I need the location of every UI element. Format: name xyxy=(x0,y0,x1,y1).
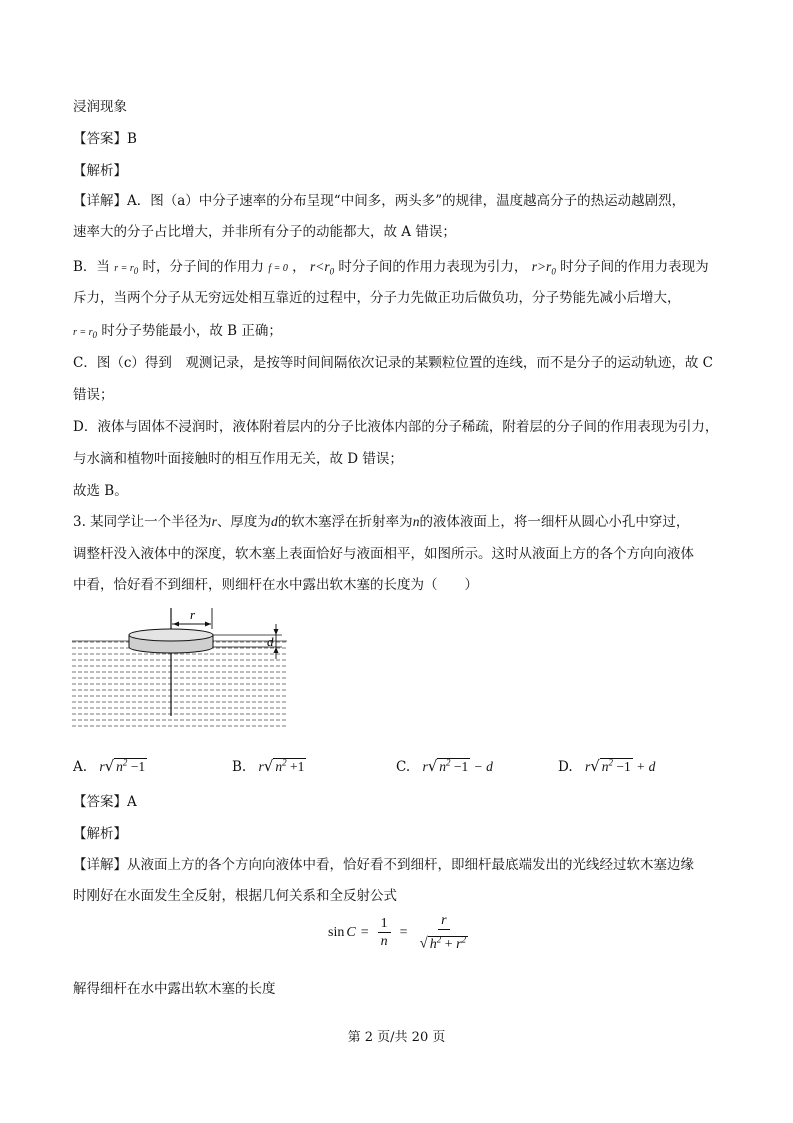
option-letter: C. xyxy=(396,759,411,775)
radicand xyxy=(273,758,306,774)
math-inline: r xyxy=(211,514,217,529)
math-sup: 2 xyxy=(608,757,614,768)
arrow-head xyxy=(173,622,179,627)
page-footer: 第 2 页/共 20 页 xyxy=(347,1030,446,1045)
conclusion: 故选 B。 xyxy=(73,483,128,499)
math-text: + d xyxy=(632,759,656,774)
math-sup: 2 xyxy=(122,757,128,768)
math-text: = xyxy=(360,924,369,940)
analysis-label: 【解析】 xyxy=(73,163,127,179)
math-inline: r xyxy=(99,759,105,774)
math-inline xyxy=(531,259,556,277)
math-text: n xyxy=(439,759,447,774)
arrow-head xyxy=(274,629,279,635)
text-span: 时分子势能最小，故 B 正确； xyxy=(101,323,282,339)
math-sup: 2 xyxy=(461,934,467,944)
math-text: r>r xyxy=(531,259,552,274)
math-text: +1 xyxy=(286,759,305,774)
radicand xyxy=(428,936,468,952)
math-sub: 0 xyxy=(329,266,335,277)
math-sub: 0 xyxy=(133,266,139,276)
option-d: D. r√ $n^2 -1 + d$ xyxy=(558,757,656,775)
radicand xyxy=(600,758,633,774)
math-inline xyxy=(309,259,335,277)
math-text: n xyxy=(601,759,609,774)
numerator: 1 xyxy=(378,915,391,933)
text-span: 3. 某同学让一个半径为 xyxy=(73,514,212,530)
solve-line: 解得细杆在水中露出软木塞的长度 xyxy=(73,981,276,997)
math-inline: n xyxy=(412,514,420,529)
option-c-line2: 错误； xyxy=(73,387,114,403)
math-text: C xyxy=(346,924,356,940)
detail-line: 时刚好在水面发生全反射，根据几何关系和全反射公式 xyxy=(73,888,397,904)
math-text: + xyxy=(441,936,457,952)
text-span: B．当 xyxy=(73,259,110,275)
text-line: 浸润现象 xyxy=(73,99,127,115)
math-text: r xyxy=(456,936,462,952)
text-span: 时分子间的作用力表现为 xyxy=(560,259,709,275)
math-text: r<r xyxy=(309,259,330,274)
math-text: h xyxy=(429,936,437,952)
option-b-line2: 斥力，当两个分子从无穷远处相互靠近的过程中，分子力先做正功后做负功，分子势能先减小后增大， xyxy=(73,290,681,306)
math-sub: 0 xyxy=(551,266,556,277)
option-letter: A. xyxy=(73,759,88,775)
text-span: 时，分子间的作用力 xyxy=(142,259,265,275)
answer-label: 【答案】A xyxy=(73,794,137,810)
fraction xyxy=(417,912,472,954)
math-inline: r xyxy=(258,759,264,774)
cork-top xyxy=(129,629,213,641)
analysis-label: 【解析】 xyxy=(73,826,127,842)
math-sup: 2 xyxy=(436,934,442,944)
option-b-line3 xyxy=(73,322,282,344)
option-letter: B. xyxy=(232,759,247,775)
detail-line: 【详解】从液面上方的各个方向向液体中看，恰好看不到细杆，即细杆最底端发出的光线经过软木塞边缘 xyxy=(73,857,694,873)
math-inline xyxy=(114,263,138,274)
math-text: −1 xyxy=(127,759,146,774)
option-b: B. r√ $n^2 +1$ xyxy=(232,757,305,775)
math-text: sin xyxy=(328,924,345,940)
math-text: n xyxy=(116,759,123,774)
text-span: 时分子间的作用力表现为引力， xyxy=(338,259,528,275)
denominator: √ $h^2 + r^2$ xyxy=(419,934,467,952)
option-d-line2: 与水滴和植物叶面接触时的相互作用无关，故 D 错误； xyxy=(73,451,403,467)
math-text: −1 xyxy=(613,759,631,774)
question-3-line1 xyxy=(73,513,689,531)
option-c-line1: C．图（c）得到 观测记录，是按等时间间隔依次记录的某颗粒位置的连线，而不是分子的运动轨迹，故 C xyxy=(73,355,714,371)
radicand xyxy=(114,758,147,774)
math-text: r = r xyxy=(73,327,93,338)
option-b-line1 xyxy=(73,258,709,281)
math-text: = xyxy=(399,924,408,940)
math-sub: 0 xyxy=(92,330,98,340)
label-r: r xyxy=(190,607,196,622)
detail-line: 【详解】A．图（a）中分子速率的分布呈现“中间多，两头多”的规律，温度越高分子的热运动越剧烈， xyxy=(73,193,686,209)
detail-line: 速率大的分子占比增大，并非所有分子的动能都大，故 A 错误； xyxy=(73,224,456,240)
arrow-head xyxy=(205,622,211,627)
total-reflection-formula xyxy=(328,912,475,954)
question-3-line2: 调整杆没入液体中的深度，软木塞上表面恰好与液面相平，如图所示。这时从液面上方的各个方向向液体 xyxy=(73,546,694,562)
cork-figure xyxy=(72,604,287,734)
option-d-line1: D．液体与固体不浸润时，液体附着层内的分子比液体内部的分子稀疏，附着层的分子间的作用表现为引力， xyxy=(73,419,719,435)
text-span: 的液体液面上，将一细杆从圆心小孔中穿过， xyxy=(419,514,690,530)
answer-label: 【答案】B xyxy=(73,131,137,147)
math-sup: 2 xyxy=(446,757,451,768)
math-text: − d xyxy=(470,759,493,774)
radicand xyxy=(437,758,470,774)
math-inline: f = 0 xyxy=(268,263,288,274)
question-3-line3: 中看，恰好看不到细杆，则细杆在水中露出软木塞的长度为（ ） xyxy=(73,577,478,593)
label-d: d xyxy=(267,634,274,649)
numerator: r xyxy=(438,912,449,930)
option-a: A. r√ $n^2 -1$ xyxy=(73,757,146,775)
text-span: 的软木塞浮在折射率为 xyxy=(277,514,413,530)
water-region xyxy=(72,641,287,731)
math-inline: r xyxy=(422,759,428,774)
denominator: n xyxy=(380,933,388,949)
math-inline xyxy=(73,327,97,338)
math-text: r = r xyxy=(114,263,134,274)
option-c: C. r√ $n^2 -1 - d$ xyxy=(396,757,493,775)
option-letter: D. xyxy=(558,759,573,775)
math-text: n xyxy=(275,759,283,774)
fraction xyxy=(378,915,391,951)
math-sup: 2 xyxy=(282,757,287,768)
math-inline: r xyxy=(584,759,591,774)
text-span: 、厚度为 xyxy=(216,514,271,530)
math-inline: d xyxy=(270,514,278,529)
text-span: ， xyxy=(292,259,306,275)
math-text: −1 xyxy=(450,759,469,774)
